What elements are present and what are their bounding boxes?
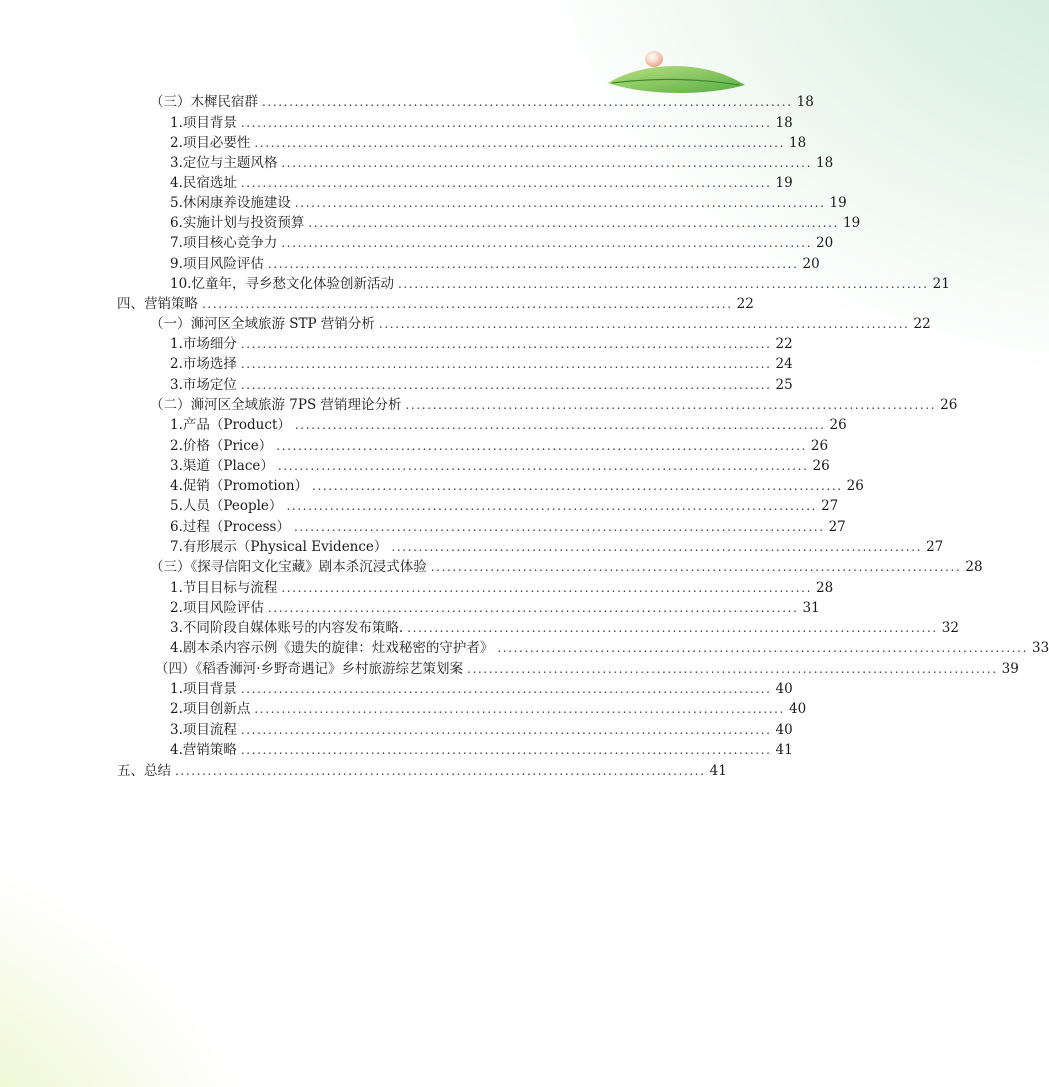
toc-leader-dots: .................................................................................................. [267, 601, 799, 615]
toc-page-number: 25 [775, 377, 793, 393]
toc-leader-dots: .................................................................................................. [175, 764, 706, 778]
toc-entry[interactable] [170, 699, 807, 719]
toc-leader-dots: .................................................................................................. [240, 682, 772, 696]
toc-entry-title: 4.民宿选址 [170, 175, 237, 191]
toc-page-number: 40 [775, 681, 793, 697]
toc-entry-title: 9.项目风险评估 [170, 256, 264, 272]
toc-entry[interactable] [170, 598, 820, 618]
toc-page-number: 24 [775, 356, 793, 372]
toc-leader-dots: .................................................................................................. [240, 357, 772, 371]
toc-leader-dots: .................................................................................................. [281, 156, 813, 170]
toc-entry[interactable] [170, 618, 959, 638]
toc-entry-title: 四、营销策略 [117, 296, 198, 312]
toc-leader-dots: .................................................................................................. [407, 621, 938, 635]
toc-entry-title: 2.项目创新点 [170, 701, 251, 717]
toc-leader-dots: .................................................................................................. [405, 398, 937, 412]
toc-leader-dots: .................................................................................................. [397, 277, 929, 291]
toc-entry-title: 3.定位与主题风格 [170, 155, 278, 171]
toc-page-number: 19 [843, 215, 861, 231]
toc-entry-title: 五、总结 [117, 763, 171, 779]
toc-entry[interactable] [170, 254, 820, 274]
toc-page-number: 22 [736, 296, 754, 312]
toc-page-number: 27 [828, 519, 846, 535]
toc-entry[interactable] [170, 740, 793, 760]
toc-leader-dots: .................................................................................................. [430, 560, 962, 574]
toc-page-number: 26 [829, 417, 847, 433]
toc-entry-title: 4.剧本杀内容示例《遗失的旋律：灶戏秘密的守护者》 [170, 640, 494, 656]
toc-entry-title: 2.项目风险评估 [170, 600, 264, 616]
toc-leader-dots: .................................................................................................. [254, 136, 786, 150]
toc-entry-title: （四）《稻香浉河·乡野奇遇记》乡村旅游综艺策划案 [155, 661, 464, 677]
toc-page-number: 28 [965, 559, 983, 575]
toc-entry[interactable] [170, 679, 793, 699]
toc-entry-title: 1.产品（Product） [170, 417, 291, 433]
toc-page-number: 41 [775, 742, 793, 758]
toc-entry[interactable] [170, 193, 847, 213]
toc-leader-dots: .................................................................................................. [276, 439, 807, 453]
toc-entry[interactable] [155, 659, 1019, 679]
toc-entry[interactable] [170, 476, 864, 496]
toc-entry-title: 6.过程（Process） [170, 519, 290, 535]
toc-leader-dots: .................................................................................................. [240, 378, 772, 392]
toc-entry-title: 2.市场选择 [170, 356, 237, 372]
toc-entry-title: 3.市场定位 [170, 377, 237, 393]
toc-entry-title: 3.渠道（Place） [170, 458, 274, 474]
toc-leader-dots: .................................................................................................. [312, 479, 843, 493]
toc-entry[interactable] [170, 537, 944, 557]
toc-leader-dots: .................................................................................................. [294, 418, 826, 432]
toc-entry-title: 4.营销策略 [170, 742, 237, 758]
toc-page-number: 39 [1001, 661, 1019, 677]
toc-entry[interactable] [117, 294, 754, 314]
toc-leader-dots: .................................................................................................. [262, 95, 793, 109]
toc-leader-dots: .................................................................................................. [254, 702, 786, 716]
toc-page-number: 19 [775, 175, 793, 191]
toc-entry-title: （三）《探寻信阳文化宝藏》剧本杀沉浸式体验 [150, 559, 427, 575]
toc-leader-dots: .................................................................................................. [497, 641, 1029, 655]
toc-leader-dots: .................................................................................................. [240, 723, 772, 737]
toc-entry-title: 2.项目必要性 [170, 135, 251, 151]
toc-entry-title: 3.不同阶段自媒体账号的内容发布策略. [170, 620, 404, 636]
toc-page-number: 18 [796, 94, 814, 110]
toc-entry-title: （一）浉河区全域旅游 STP 营销分析 [150, 316, 375, 332]
toc-leader-dots: .................................................................................................. [267, 257, 799, 271]
toc-entry-title: 5.休闲康养设施建设 [170, 195, 291, 211]
toc-entry[interactable] [170, 354, 793, 374]
toc-entry[interactable] [170, 496, 839, 516]
toc-entry[interactable] [170, 233, 834, 253]
toc-leader-dots: .................................................................................................. [378, 317, 910, 331]
toc-entry-title: 1.项目背景 [170, 681, 237, 697]
toc-leader-dots: .................................................................................................. [467, 662, 998, 676]
toc-entry-title: 3.项目流程 [170, 722, 237, 738]
toc-entry[interactable] [170, 415, 847, 435]
toc-page-number: 26 [812, 458, 830, 474]
toc-page-number: 40 [789, 701, 807, 717]
toc-page-number: 41 [709, 763, 727, 779]
toc-leader-dots: .................................................................................................. [281, 581, 813, 595]
toc-page-number: 18 [816, 155, 834, 171]
toc-leader-dots: .................................................................................................. [286, 499, 818, 513]
toc-page-number: 40 [775, 722, 793, 738]
toc-entry[interactable] [150, 557, 983, 577]
toc-entry[interactable] [170, 375, 793, 395]
toc-page-number: 18 [789, 135, 807, 151]
toc-entry[interactable] [150, 395, 958, 415]
toc-page-number: 20 [802, 256, 820, 272]
toc-page-number: 33 [1032, 640, 1049, 656]
toc-entry-title: 5.人员（People） [170, 498, 283, 514]
toc-entry[interactable] [170, 113, 793, 133]
toc-entry[interactable] [170, 213, 861, 233]
toc-entry[interactable] [170, 720, 793, 740]
toc-page-number: 22 [913, 316, 931, 332]
toc-entry-title: （二）浉河区全域旅游 7PS 营销理论分析 [150, 397, 402, 413]
toc-page-number: 27 [821, 498, 839, 514]
toc-entry[interactable] [170, 638, 1049, 658]
toc-entry[interactable] [170, 578, 834, 598]
toc-entry[interactable] [170, 173, 793, 193]
toc-leader-dots: .................................................................................................. [202, 297, 733, 311]
toc-entry[interactable] [150, 314, 931, 334]
toc-entry-title: 1.项目背景 [170, 115, 237, 131]
toc-leader-dots: .................................................................................................. [391, 540, 923, 554]
toc-entry[interactable] [170, 133, 807, 153]
toc-entry[interactable] [170, 334, 793, 354]
toc-leader-dots: .................................................................................................. [281, 236, 813, 250]
toc-leader-dots: .................................................................................................. [240, 116, 772, 130]
toc-leader-dots: .................................................................................................. [240, 743, 772, 757]
toc-page-number: 28 [816, 580, 834, 596]
toc-entry[interactable] [170, 274, 950, 294]
toc-page-number: 26 [846, 478, 864, 494]
toc-entry[interactable] [150, 92, 814, 112]
toc-page-number: 27 [926, 539, 944, 555]
toc-entry-title: 2.价格（Price） [170, 438, 273, 454]
toc-entry-title: （三）木樨民宿群 [150, 94, 258, 110]
toc-page-number: 26 [940, 397, 958, 413]
toc-entry[interactable] [117, 761, 727, 781]
toc-page-number: 20 [816, 235, 834, 251]
toc-page-number: 19 [829, 195, 847, 211]
toc-entry-title: 1.市场细分 [170, 336, 237, 352]
toc-entry-title: 10.忆童年，寻乡愁文化体验创新活动 [170, 276, 394, 292]
toc-leader-dots: .................................................................................................. [308, 216, 840, 230]
toc-page-number: 22 [775, 336, 793, 352]
toc-page-number: 32 [941, 620, 959, 636]
toc-entry[interactable] [170, 436, 829, 456]
toc-entry[interactable] [170, 153, 834, 173]
toc-page-number: 26 [810, 438, 829, 454]
toc-entry[interactable] [170, 456, 830, 476]
toc-entry-title: 6.实施计划与投资预算 [170, 215, 305, 231]
toc-entry-title: 7.项目核心竞争力 [170, 235, 278, 251]
toc-leader-dots: .................................................................................................. [240, 176, 772, 190]
toc-page-number: 31 [802, 600, 820, 616]
toc-entry[interactable] [170, 517, 846, 537]
toc-leader-dots: .................................................................................................. [294, 196, 826, 210]
toc-entry-title: 7.有形展示（Physical Evidence） [170, 539, 388, 555]
toc-entry-title: 4.促销（Promotion） [170, 478, 309, 494]
toc-leader-dots: .................................................................................................. [277, 459, 809, 473]
toc-leader-dots: .................................................................................................. [240, 337, 772, 351]
toc-entry-title: 1.节目目标与流程 [170, 580, 278, 596]
toc-page-number: 21 [932, 276, 950, 292]
toc-page-number: 18 [775, 115, 793, 131]
toc-leader-dots: .................................................................................................. [293, 520, 825, 534]
